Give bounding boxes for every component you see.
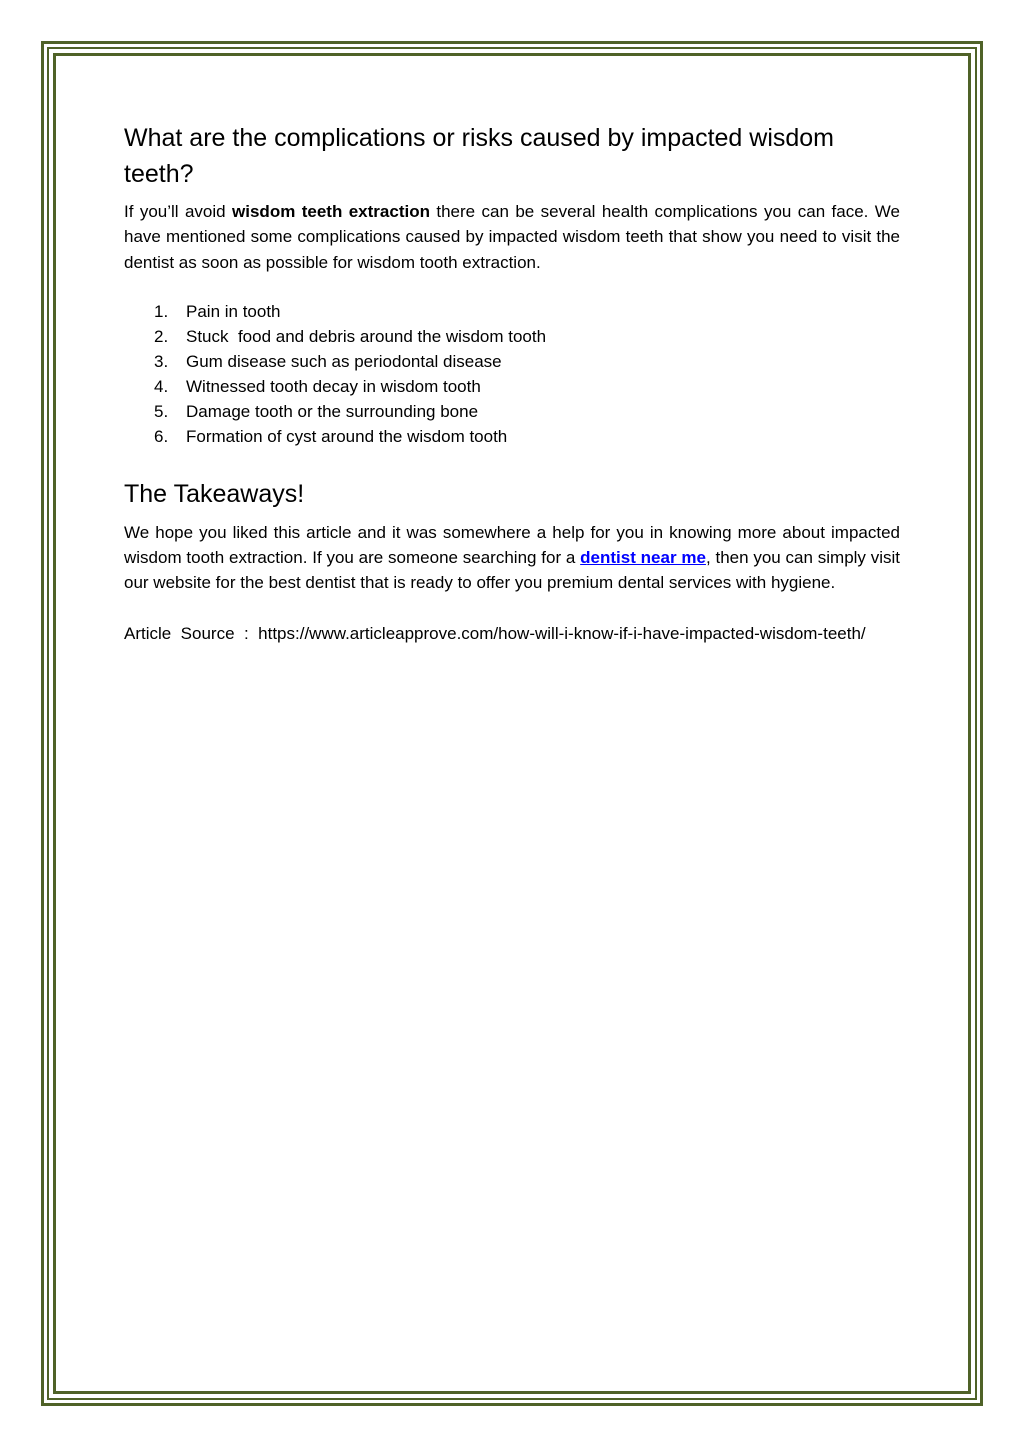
complications-list bbox=[124, 299, 900, 449]
takeaway-text-start: We hope you liked this article and it was somewhere a help for you in knowing more about impacted wisdom tooth extraction. If you are someone searching for a bbox=[124, 522, 900, 568]
list-item bbox=[124, 399, 900, 424]
list-item bbox=[124, 349, 900, 374]
list-item-number: 1. bbox=[154, 301, 169, 321]
list-item-text: Formation of cyst around the wisdom tooth bbox=[186, 426, 508, 446]
list-item bbox=[124, 299, 900, 324]
dentist-near-me-link[interactable]: dentist near me bbox=[580, 548, 706, 568]
complications-heading: What are the complications or risks caused by impacted wisdom teeth? bbox=[124, 124, 835, 188]
takeaway-text-end: , then you can simply visit our website for the best dentist that is ready to offer you premium dental services with hygiene. bbox=[124, 548, 900, 593]
intro-paragraph bbox=[124, 199, 900, 275]
list-item-text: Gum disease such as periodontal disease bbox=[186, 351, 502, 371]
list-item-text: Damage tooth or the surrounding bone bbox=[186, 401, 479, 421]
intro-text-end: there can be several health complications you can face. We have mentioned some complications caused by impacted wisdom teeth that show you need to visit the dentist as soon as possible for wisdom tooth extraction. bbox=[124, 202, 900, 272]
list-item-text: Stuck food and debris around the wisdom tooth bbox=[186, 326, 547, 346]
intro-text-start: If you’ll avoid bbox=[124, 202, 233, 221]
list-item-text: Witnessed tooth decay in wisdom tooth bbox=[186, 376, 481, 396]
takeaways-heading: The Takeaways! bbox=[124, 479, 305, 508]
list-item bbox=[124, 374, 900, 399]
list-item-number: 2. bbox=[154, 326, 169, 346]
intro-bold-term: wisdom teeth extraction bbox=[232, 202, 430, 221]
takeaway-paragraph bbox=[124, 520, 900, 596]
list-item-number: 5. bbox=[154, 401, 169, 421]
article-content bbox=[124, 120, 900, 646]
list-item bbox=[124, 324, 900, 349]
list-item-number: 3. bbox=[154, 351, 169, 371]
article-source: Article Source : https://www.articleapprove.com/how-will-i-know-if-i-have-impacted-wisdom-teeth/ bbox=[124, 623, 866, 643]
list-item-number: 6. bbox=[154, 426, 169, 446]
list-item-text: Pain in tooth bbox=[186, 301, 281, 321]
list-item-number: 4. bbox=[154, 376, 169, 396]
list-item bbox=[124, 424, 900, 449]
